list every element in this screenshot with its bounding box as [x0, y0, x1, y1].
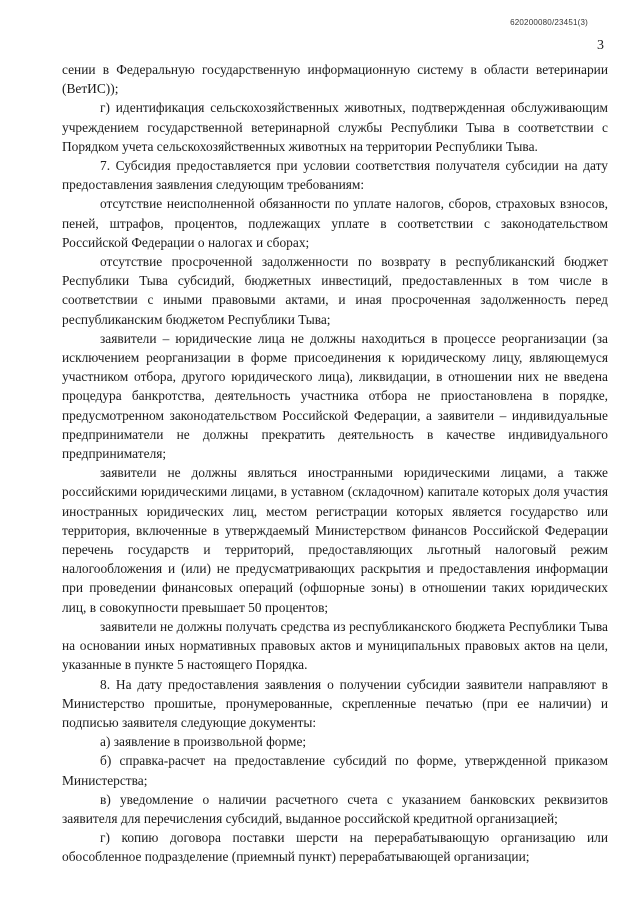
paragraph: 8. На дату предоставления заявления о получении субсидии заявители направляют в Министерство прошитые, пронумерованные, скрепленные печатью (при ее наличии) и подписью заявителя следующие документы:	[62, 676, 608, 730]
paragraph: в) уведомление о наличии расчетного счета с указанием банковских реквизитов заявителя для перечисления субсидий, выданное российской кредитной организацией;	[62, 791, 608, 826]
document-body	[62, 60, 608, 867]
paragraph: г) идентификация сельскохозяйственных животных, подтвержденная обслуживающим учреждением государственной ветеринарной службы Республики Тыва в соответствии с Порядком учета сельскохозяйственных животных на территории Республики Тыва.	[62, 100, 608, 154]
paragraph: г) копию договора поставки шерсти на перерабатывающую организацию или обособленное подразделение (приемный пункт) перерабатывающей организации;	[62, 830, 608, 865]
paragraph: отсутствие неисполненной обязанности по уплате налогов, сборов, страховых взносов, пеней, штрафов, процентов, подлежащих уплате в соответствии с законодательством Российской Федерации о налогах и сборах;	[62, 196, 608, 250]
paragraph: заявители – юридические лица не должны находиться в процессе реорганизации (за исключением реорганизации в форме присоединения к юридическому лицу, являющемуся участником отбора, другого юридического лица), ликвидации, в отношении них не введена процедура банкротства, деятельность участника отбора не приостановлена в порядке, предусмотренном законодательством Российской Федерации, а заявители – индивидуальные предприниматели не должны прекратить деятельность в качестве индивидуального предпринимателя;	[62, 330, 608, 462]
paragraph: заявители не должны получать средства из республиканского бюджета Республики Тыва на основании иных нормативных правовых актов и муниципальных правовых актов на цели, указанные в пункте 5 настоящего Порядка.	[62, 618, 608, 673]
paragraph: заявители не должны являться иностранными юридическими лицами, а также российскими юридическими лицами, в уставном (складочном) капитале которых доля участия иностранных юридических лиц, местом регистрации которых является государство или территория, включенные в утверждаемый Министерством финансов Российской Федерации перечень государств и территорий, предоставляющих льготный налоговый режим налогообложения и (или) не предусматривающих раскрытия и предоставления информации при проведении финансовых операций (офшорные зоны) в отношении таких юридических лиц, в совокупности превышает 50 процентов;	[62, 465, 608, 615]
paragraph: 7. Субсидия предоставляется при условии соответствия получателя субсидии на дату предоставления заявления следующим требованиям:	[62, 158, 608, 193]
document-id: 620200080/23451(3)	[510, 18, 588, 27]
paragraph: сении в Федеральную государственную информационную систему в области ветеринарии (ВетИС));	[62, 62, 608, 97]
page-number: 3	[597, 38, 604, 53]
paragraph: б) справка-расчет на предоставление субсидий по форме, утвержденной приказом Министерства;	[62, 753, 608, 788]
paragraph: а) заявление в произвольной форме;	[100, 734, 307, 750]
paragraph: отсутствие просроченной задолженности по возврату в республиканский бюджет Республики Тыва субсидий, бюджетных инвестиций, предоставленных в том числе в соответствии с иными правовыми актами, и иная просроченная задолженность перед республиканским бюджетом Республики Тыва;	[62, 254, 608, 327]
